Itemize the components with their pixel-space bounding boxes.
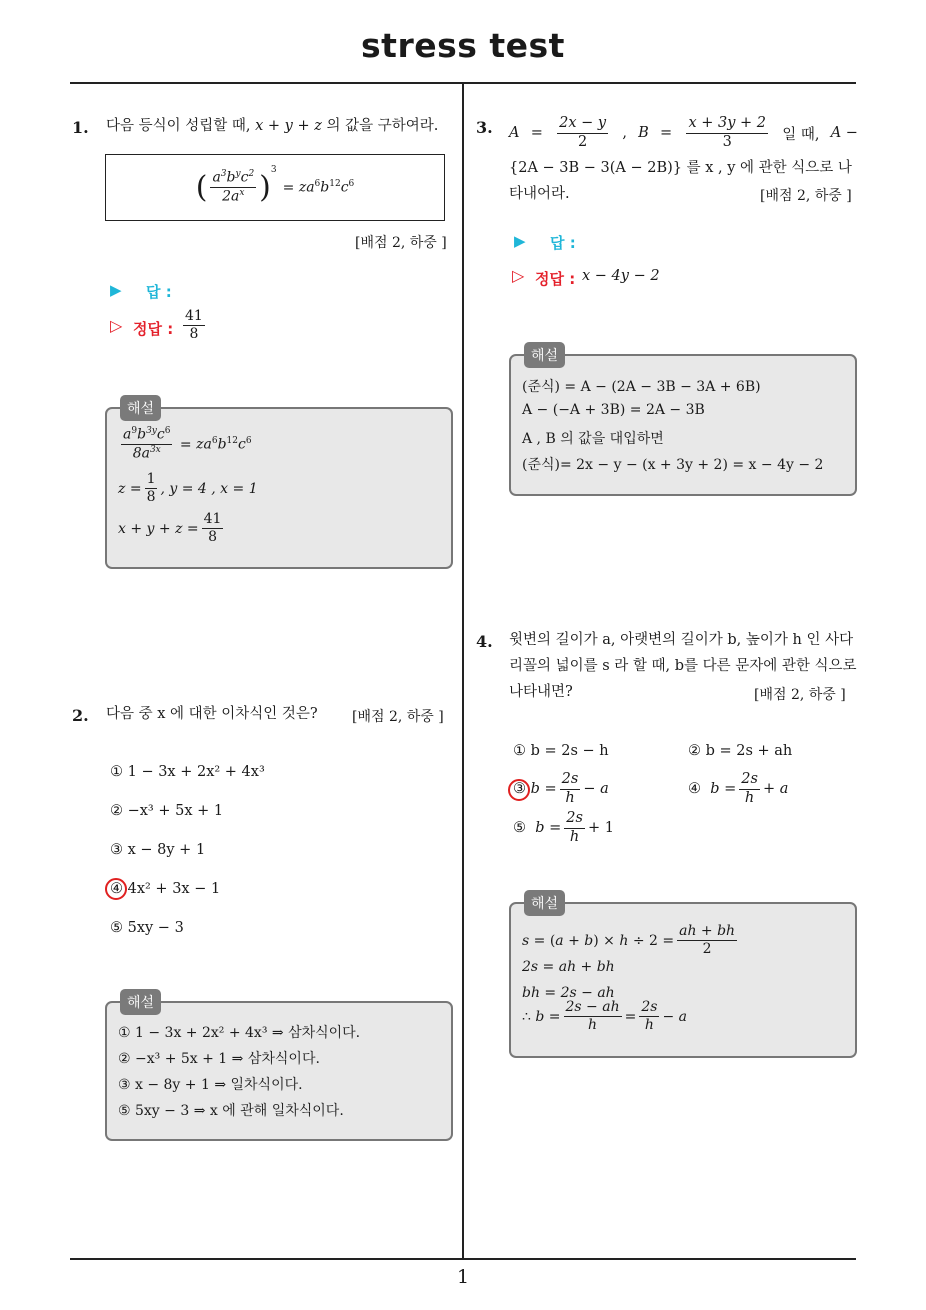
question-3-exp-line-4: (준식)= 2x − y − (x + 3y + 2) = x − 4y − 2 <box>522 457 824 473</box>
question-4-text-line-2: 리꼴의 넓이를 s 라 할 때, b를 다른 문자에 관한 식으로 <box>509 658 857 674</box>
question-3-explanation-tag: 해설 <box>524 342 565 368</box>
question-1-equation-box: ( $\frac{a^3b^yc^2}{2a^x}$ ) $^3$ = $za^6b^{12}c^6$ <box>105 154 445 221</box>
question-2-exp-line-3: ③ x − 8y + 1 ⇒ 일차식이다. <box>118 1077 303 1093</box>
question-4-choice-4[interactable]: ④ b = $\frac{2s}{h}$ + a <box>688 771 789 806</box>
question-1-explanation-tag: 해설 <box>120 395 161 421</box>
page-number: 1 <box>456 1266 470 1288</box>
column-divider <box>462 83 464 1258</box>
question-2-choice-1[interactable]: ① 1 − 3x + 2x² + 4x³ <box>110 764 265 780</box>
question-3-answer-label: 답 : <box>550 234 576 252</box>
question-2-exp-line-2: ② −x³ + 5x + 1 ⇒ 삼차식이다. <box>118 1051 320 1067</box>
question-1-answer-label: 답 : <box>146 283 172 301</box>
question-4-exp-line-2: 2s = ah + bh <box>522 959 615 975</box>
question-2-choice-3[interactable]: ③ x − 8y + 1 <box>110 842 206 858</box>
question-4-explanation-tag: 해설 <box>524 890 565 916</box>
question-1-exp-line-3: x + y + z = $\frac{41}{8}$ <box>118 511 222 546</box>
question-4-number: 4. <box>476 632 493 651</box>
question-4-choice-3[interactable]: ③ b = $\frac{2s}{h}$ − a <box>513 771 609 806</box>
selected-answer-circle-icon <box>105 878 127 900</box>
question-1-correct-label: 정답 : <box>133 320 174 338</box>
correct-marker-icon: ▷ <box>110 316 123 335</box>
question-3-correct-answer: x − 4y − 2 <box>582 268 660 284</box>
selected-answer-circle-icon <box>508 779 530 801</box>
question-2-score: [배점 2, 하중 ] <box>352 709 444 725</box>
question-3-text-line-3: 타내어라. <box>509 186 570 202</box>
page-title: stress test <box>361 26 565 65</box>
question-3-number: 3. <box>476 118 493 137</box>
question-3-text-line-2: {2A − 3B − 3(A − 2B)} 를 x , y 에 관한 식으로 나 <box>509 160 852 176</box>
question-2-exp-line-1: ① 1 − 3x + 2x² + 4x³ ⇒ 삼차식이다. <box>118 1025 361 1041</box>
question-2-choice-5[interactable]: ⑤ 5xy − 3 <box>110 920 184 936</box>
question-1-number: 1. <box>72 118 89 137</box>
question-3-text-line-1: A = $\frac{2x - y}{2}$ , B = $\frac{x + 3y + 2}{3}$ 일 때, A − <box>509 115 858 150</box>
question-2-choice-4[interactable]: ④ 4x² + 3x − 1 <box>110 881 221 897</box>
question-1-exp-line-1: $\frac{a^9b^{3y}c^6}{8a^{3x}}$ = $za^6b^{12}c^6$ <box>123 426 252 462</box>
question-3-exp-line-1: (준식) = A − (2A − 3B − 3A + 6B) <box>522 379 761 395</box>
question-4-text-line-3: 나타내면? <box>509 684 573 700</box>
question-2-choice-2[interactable]: ② −x³ + 5x + 1 <box>110 803 224 819</box>
question-2-number: 2. <box>72 706 89 725</box>
question-4-exp-line-4: ∴ b = $\frac{2s - ah}{h}$ = $\frac{2s}{h}$ − a <box>522 999 687 1034</box>
answer-marker-icon: ▶ <box>110 281 122 299</box>
question-1-correct-answer: $\frac{41}{8}$ <box>185 308 203 343</box>
question-3-exp-line-3: A , B 의 값을 대입하면 <box>522 431 664 447</box>
question-3-correct-label: 정답 : <box>535 270 576 288</box>
question-1-score: [배점 2, 하중 ] <box>355 235 447 251</box>
question-3-exp-line-2: A − (−A + 3B) = 2A − 3B <box>522 402 705 418</box>
question-2-explanation-tag: 해설 <box>120 989 161 1015</box>
question-4-text-line-1: 윗변의 길이가 a, 아랫변의 길이가 b, 높이가 h 인 사다 <box>509 632 854 648</box>
question-2-text: 다음 중 x 에 대한 이차식인 것은? <box>106 706 318 722</box>
answer-marker-icon: ▶ <box>514 232 526 250</box>
correct-marker-icon: ▷ <box>512 266 525 285</box>
question-4-choice-5[interactable]: ⑤ b = $\frac{2s}{h}$ + 1 <box>513 810 614 845</box>
question-1-text: 다음 등식이 성립할 때, x + y + z 의 값을 구하여라. <box>106 118 439 134</box>
question-4-score: [배점 2, 하중 ] <box>754 687 846 703</box>
question-4-exp-line-1: s = ( a + b ) × h ÷ 2 = $\frac{ah + bh}{2}$ <box>522 923 736 958</box>
question-4-exp-line-3: bh = 2s − ah <box>522 985 615 1001</box>
question-2-exp-line-4: ⑤ 5xy − 3 ⇒ x 에 관해 일차식이다. <box>118 1103 344 1119</box>
question-3-score: [배점 2, 하중 ] <box>760 188 852 204</box>
question-1-exp-line-2: z = $\frac{1}{8}$ , y = 4 , x = 1 <box>118 471 258 506</box>
question-4-choice-2[interactable]: ② b = 2s + ah <box>688 743 793 759</box>
question-4-choice-1[interactable]: ① b = 2s − h <box>513 743 609 759</box>
footer-rule <box>70 1258 856 1260</box>
